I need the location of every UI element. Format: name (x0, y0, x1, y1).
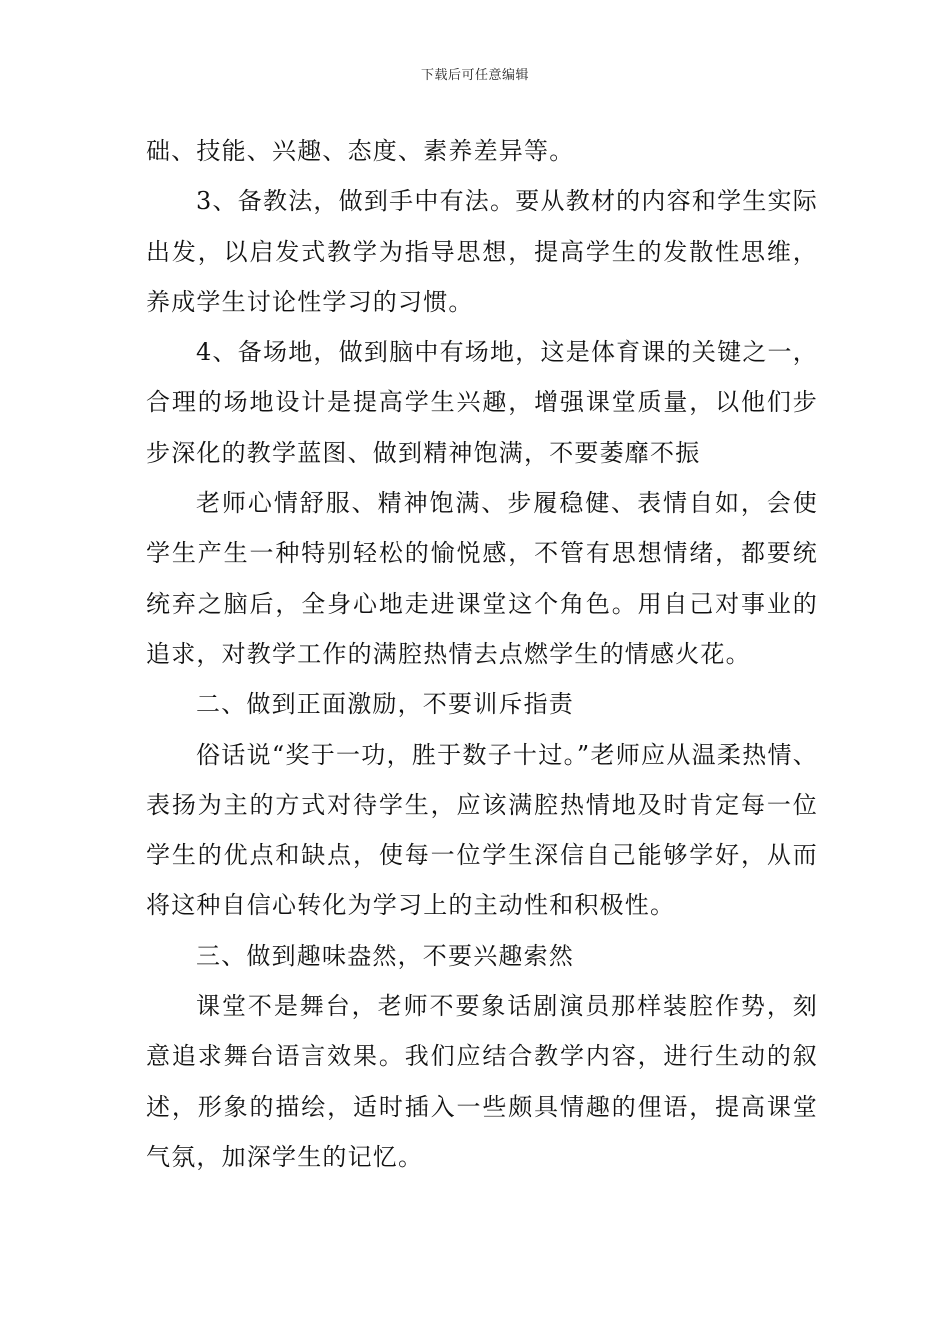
paragraph-6: 课堂不是舞台，老师不要象话剧演员那样装腔作势，刻意追求舞台语言效果。我们应结合教学内容，进行生动的叙述，形象的描绘，适时插入一些颇具情趣的俚语，提高课堂气氛，加深学生的记忆。 (146, 992, 818, 1171)
paragraph-1: 础、技能、兴趣、态度、素养差异等。 (146, 137, 575, 165)
section-heading-2: 二、做到正面激励，不要训斥指责 (196, 690, 574, 719)
page-header: 下载后可任意编辑 (420, 68, 529, 83)
document-body (146, 126, 818, 1182)
paragraph-2: 3、备教法，做到手中有法。要从教材的内容和学生实际出发，以启发式教学为指导思想，提高学生的发散性思维，养成学生讨论性学习的习惯。 (146, 187, 818, 316)
section-heading-3: 三、做到趣味盎然，不要兴趣索然 (196, 941, 574, 970)
paragraph-4: 老师心情舒服、精神饱满、步履稳健、表情自如，会使学生产生一种特别轻松的愉悦感，不管有思想情绪，都要统统弃之脑后，全身心地走进课堂这个角色。用自己对事业的追求，对教学工作的满腔热情去点燃学生的情感火花。 (146, 489, 818, 668)
paragraph-3: 4、备场地，做到脑中有场地，这是体育课的关键之一，合理的场地设计是提高学生兴趣，增强课堂质量，以他们步步深化的教学蓝图、做到精神饱满，不要萎靡不振 (146, 338, 818, 467)
paragraph-5: 俗话说“奖于一功，胜于数子十过。”老师应从温柔热情、表扬为主的方式对待学生，应该满腔热情地及时肯定每一位学生的优点和缺点，使每一位学生深信自己能够学好，从而将这种自信心转化为学习上的主动性和积极性。 (146, 740, 818, 920)
